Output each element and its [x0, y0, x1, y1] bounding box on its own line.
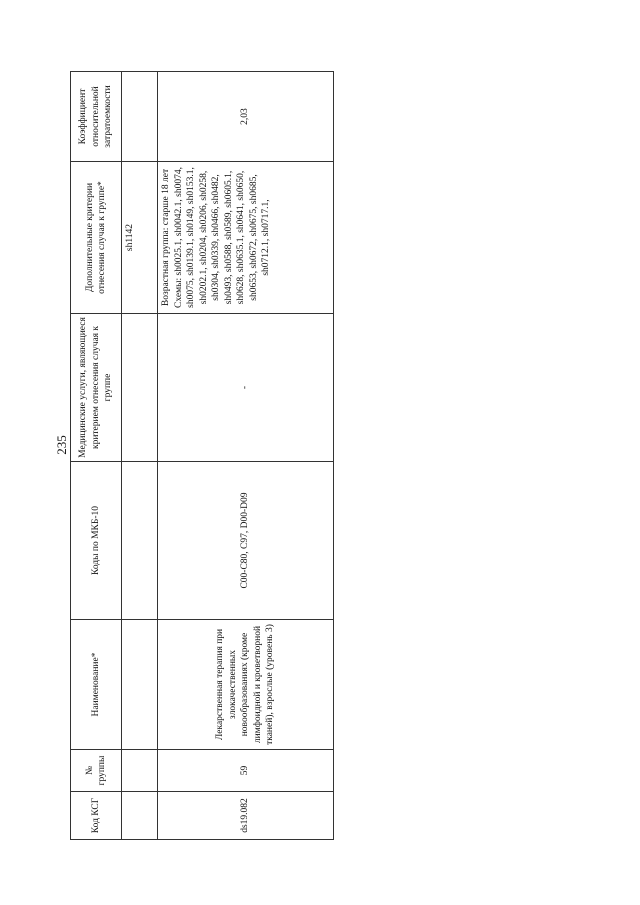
header-name: Наименование*: [71, 620, 122, 750]
header-code: Код КСГ: [71, 792, 122, 840]
header-icd: Коды по МКБ-10: [71, 462, 122, 620]
header-extra-criteria: Дополнительные критерии отнесения случая к группе*: [71, 162, 122, 314]
row-code-cell: ds19.082: [158, 792, 334, 840]
row-extra-criteria-cell: Возрастная группа: старше 18 лет Схемы: sh0025.1, sh0042.1, sh0074, sh0075, sh0139.1, sh0149, sh0153.1, sh0202.1, sh0204, sh0206, sh0258, sh0304, sh0339, sh0466, sh0482, sh0493, sh0588, sh0589, sh0605.1, sh0628, sh0635.1, sh0641, sh0650, sh0653, sh0672, sh0675, sh0685, sh0712.1, sh0717.1,: [158, 162, 334, 314]
cont-services-cell: [122, 314, 158, 462]
cont-coef-cell: [122, 72, 158, 162]
cont-name-cell: [122, 620, 158, 750]
cont-code-cell: [122, 792, 158, 840]
row-name-cell: Лекарственная терапия при злокачественных новообразованиях (кроме лимфоидной и кроветворной тканей), взрослые (уровень 3): [158, 620, 334, 750]
row-coefficient-cell: 2,03: [158, 72, 334, 162]
page-number: 235: [54, 435, 69, 455]
row-group-no-cell: 59: [158, 750, 334, 792]
row-icd-cell: C00-C80, C97, D00-D09: [158, 462, 334, 620]
cont-extra-criteria-cell: sh1142: [122, 162, 158, 314]
cont-group-cell: [122, 750, 158, 792]
table-row: [158, 72, 334, 840]
continuation-row: [122, 72, 158, 840]
header-group-no: № группы: [71, 750, 122, 792]
header-coefficient: Коэффициент относительной затратоемкости: [71, 72, 122, 162]
cont-icd-cell: [122, 462, 158, 620]
rotated-table-container: [70, 72, 598, 840]
row-services-cell: -: [158, 314, 334, 462]
header-row: [71, 72, 122, 840]
header-services: Медицинские услуги, являющиеся критерием отнесения случая к группе: [71, 314, 122, 462]
ksg-table: [70, 71, 334, 840]
